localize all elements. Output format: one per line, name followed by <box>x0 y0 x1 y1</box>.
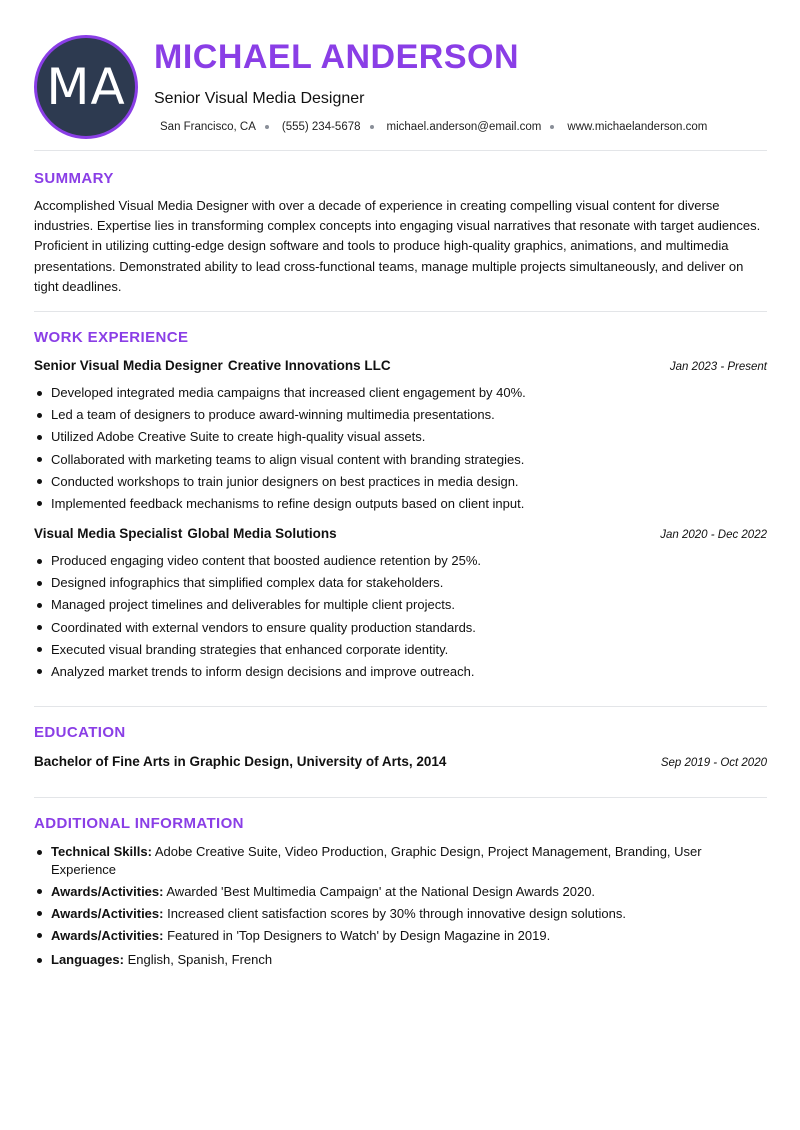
list-item: Conducted workshops to train junior designers on best practices in media design. <box>34 473 767 490</box>
list-item: Designed infographics that simplified complex data for stakeholders. <box>34 574 767 591</box>
list-item: Implemented feedback mechanisms to refine design outputs based on client input. <box>34 495 767 512</box>
list-item: Utilized Adobe Creative Suite to create high-quality visual assets. <box>34 428 767 445</box>
separator-dot <box>550 125 554 129</box>
education-degree: Bachelor of Fine Arts in Graphic Design, University of Arts, 2014 <box>34 754 447 769</box>
list-item: Developed integrated media campaigns that increased client engagement by 40%. <box>34 384 767 401</box>
summary-heading: SUMMARY <box>34 170 114 187</box>
additional-info-list <box>34 843 767 973</box>
avatar-initials: MA <box>46 58 126 116</box>
education-date: Sep 2019 - Oct 2020 <box>660 757 767 769</box>
list-item <box>34 905 767 923</box>
job-date: Jan 2020 - Dec 2022 <box>660 529 767 541</box>
contact-phone: (555) 234-5678 <box>281 121 361 133</box>
candidate-name: MICHAEL ANDERSON <box>154 38 520 76</box>
contact-email[interactable]: michael.anderson@email.com <box>386 121 542 133</box>
list-item: Collaborated with marketing teams to align visual content with branding strategies. <box>34 451 767 468</box>
info-value: English, Spanish, French <box>123 952 273 967</box>
list-item <box>34 843 734 878</box>
info-key: Awards/Activities: <box>51 883 164 899</box>
section-divider <box>34 150 767 151</box>
additional-info-heading: ADDITIONAL INFORMATION <box>34 815 244 832</box>
job-role: Visual Media Specialist <box>34 526 183 541</box>
job-date: Jan 2023 - Present <box>669 361 767 373</box>
list-item <box>34 951 767 969</box>
job-role: Senior Visual Media Designer <box>34 358 223 373</box>
job-bullets <box>34 384 767 517</box>
education-heading: EDUCATION <box>34 724 126 741</box>
section-divider <box>34 311 767 312</box>
info-key: Awards/Activities: <box>51 927 164 943</box>
list-item: Executed visual branding strategies that enhanced corporate identity. <box>34 641 767 658</box>
info-key: Languages: <box>51 952 124 967</box>
separator-dot <box>265 125 269 129</box>
summary-text: Accomplished Visual Media Designer with over a decade of experience in creating compelling visual content for diverse industries. Expertise lies in transforming complex concepts into engaging visual narratives that resonate with target audiences. Proficient in utilizing cutting-edge design software and tools to produce high-quality graphics, animations, and multimedia presentations. Demonstrated ability to lead cross-functional teams, manage multiple projects simultaneously, and deliver on tight deadlines. <box>34 198 761 294</box>
info-key: Technical Skills: <box>51 844 152 859</box>
list-item <box>34 927 767 945</box>
job-title-line <box>34 526 337 541</box>
job-title-line <box>34 358 391 373</box>
contact-bar <box>160 121 707 133</box>
list-item <box>34 883 767 901</box>
candidate-role: Senior Visual Media Designer <box>154 90 365 107</box>
contact-location: San Francisco, CA <box>160 121 256 133</box>
job-company: Creative Innovations LLC <box>227 358 391 373</box>
list-item: Analyzed market trends to inform design decisions and improve outreach. <box>34 663 767 680</box>
section-divider <box>34 706 767 707</box>
info-value: Adobe Creative Suite, Video Production, Graphic Design, Project Management, Branding, User Experience <box>51 844 702 877</box>
info-value: Increased client satisfaction scores by 30% through innovative design solutions. <box>163 905 626 921</box>
job-header <box>34 358 767 373</box>
section-divider <box>34 797 767 798</box>
info-key: Awards/Activities: <box>51 905 164 921</box>
info-value: Featured in 'Top Designers to Watch' by Design Magazine in 2019. <box>163 927 551 943</box>
job-header <box>34 526 767 541</box>
list-item: Coordinated with external vendors to ensure quality production standards. <box>34 619 767 636</box>
education-entry <box>34 754 767 769</box>
work-experience-heading: WORK EXPERIENCE <box>34 329 189 346</box>
job-company: Global Media Solutions <box>187 526 337 541</box>
list-item: Led a team of designers to produce award-winning multimedia presentations. <box>34 406 767 423</box>
contact-website[interactable]: www.michaelanderson.com <box>567 121 708 133</box>
list-item: Managed project timelines and deliverables for multiple client projects. <box>34 596 767 613</box>
separator-dot <box>370 125 374 129</box>
resume-header <box>0 0 800 150</box>
info-value: Awarded 'Best Multimedia Campaign' at the National Design Awards 2020. <box>163 883 596 899</box>
list-item: Produced engaging video content that boosted audience retention by 25%. <box>34 552 767 569</box>
avatar <box>34 35 138 139</box>
job-bullets <box>34 552 767 685</box>
